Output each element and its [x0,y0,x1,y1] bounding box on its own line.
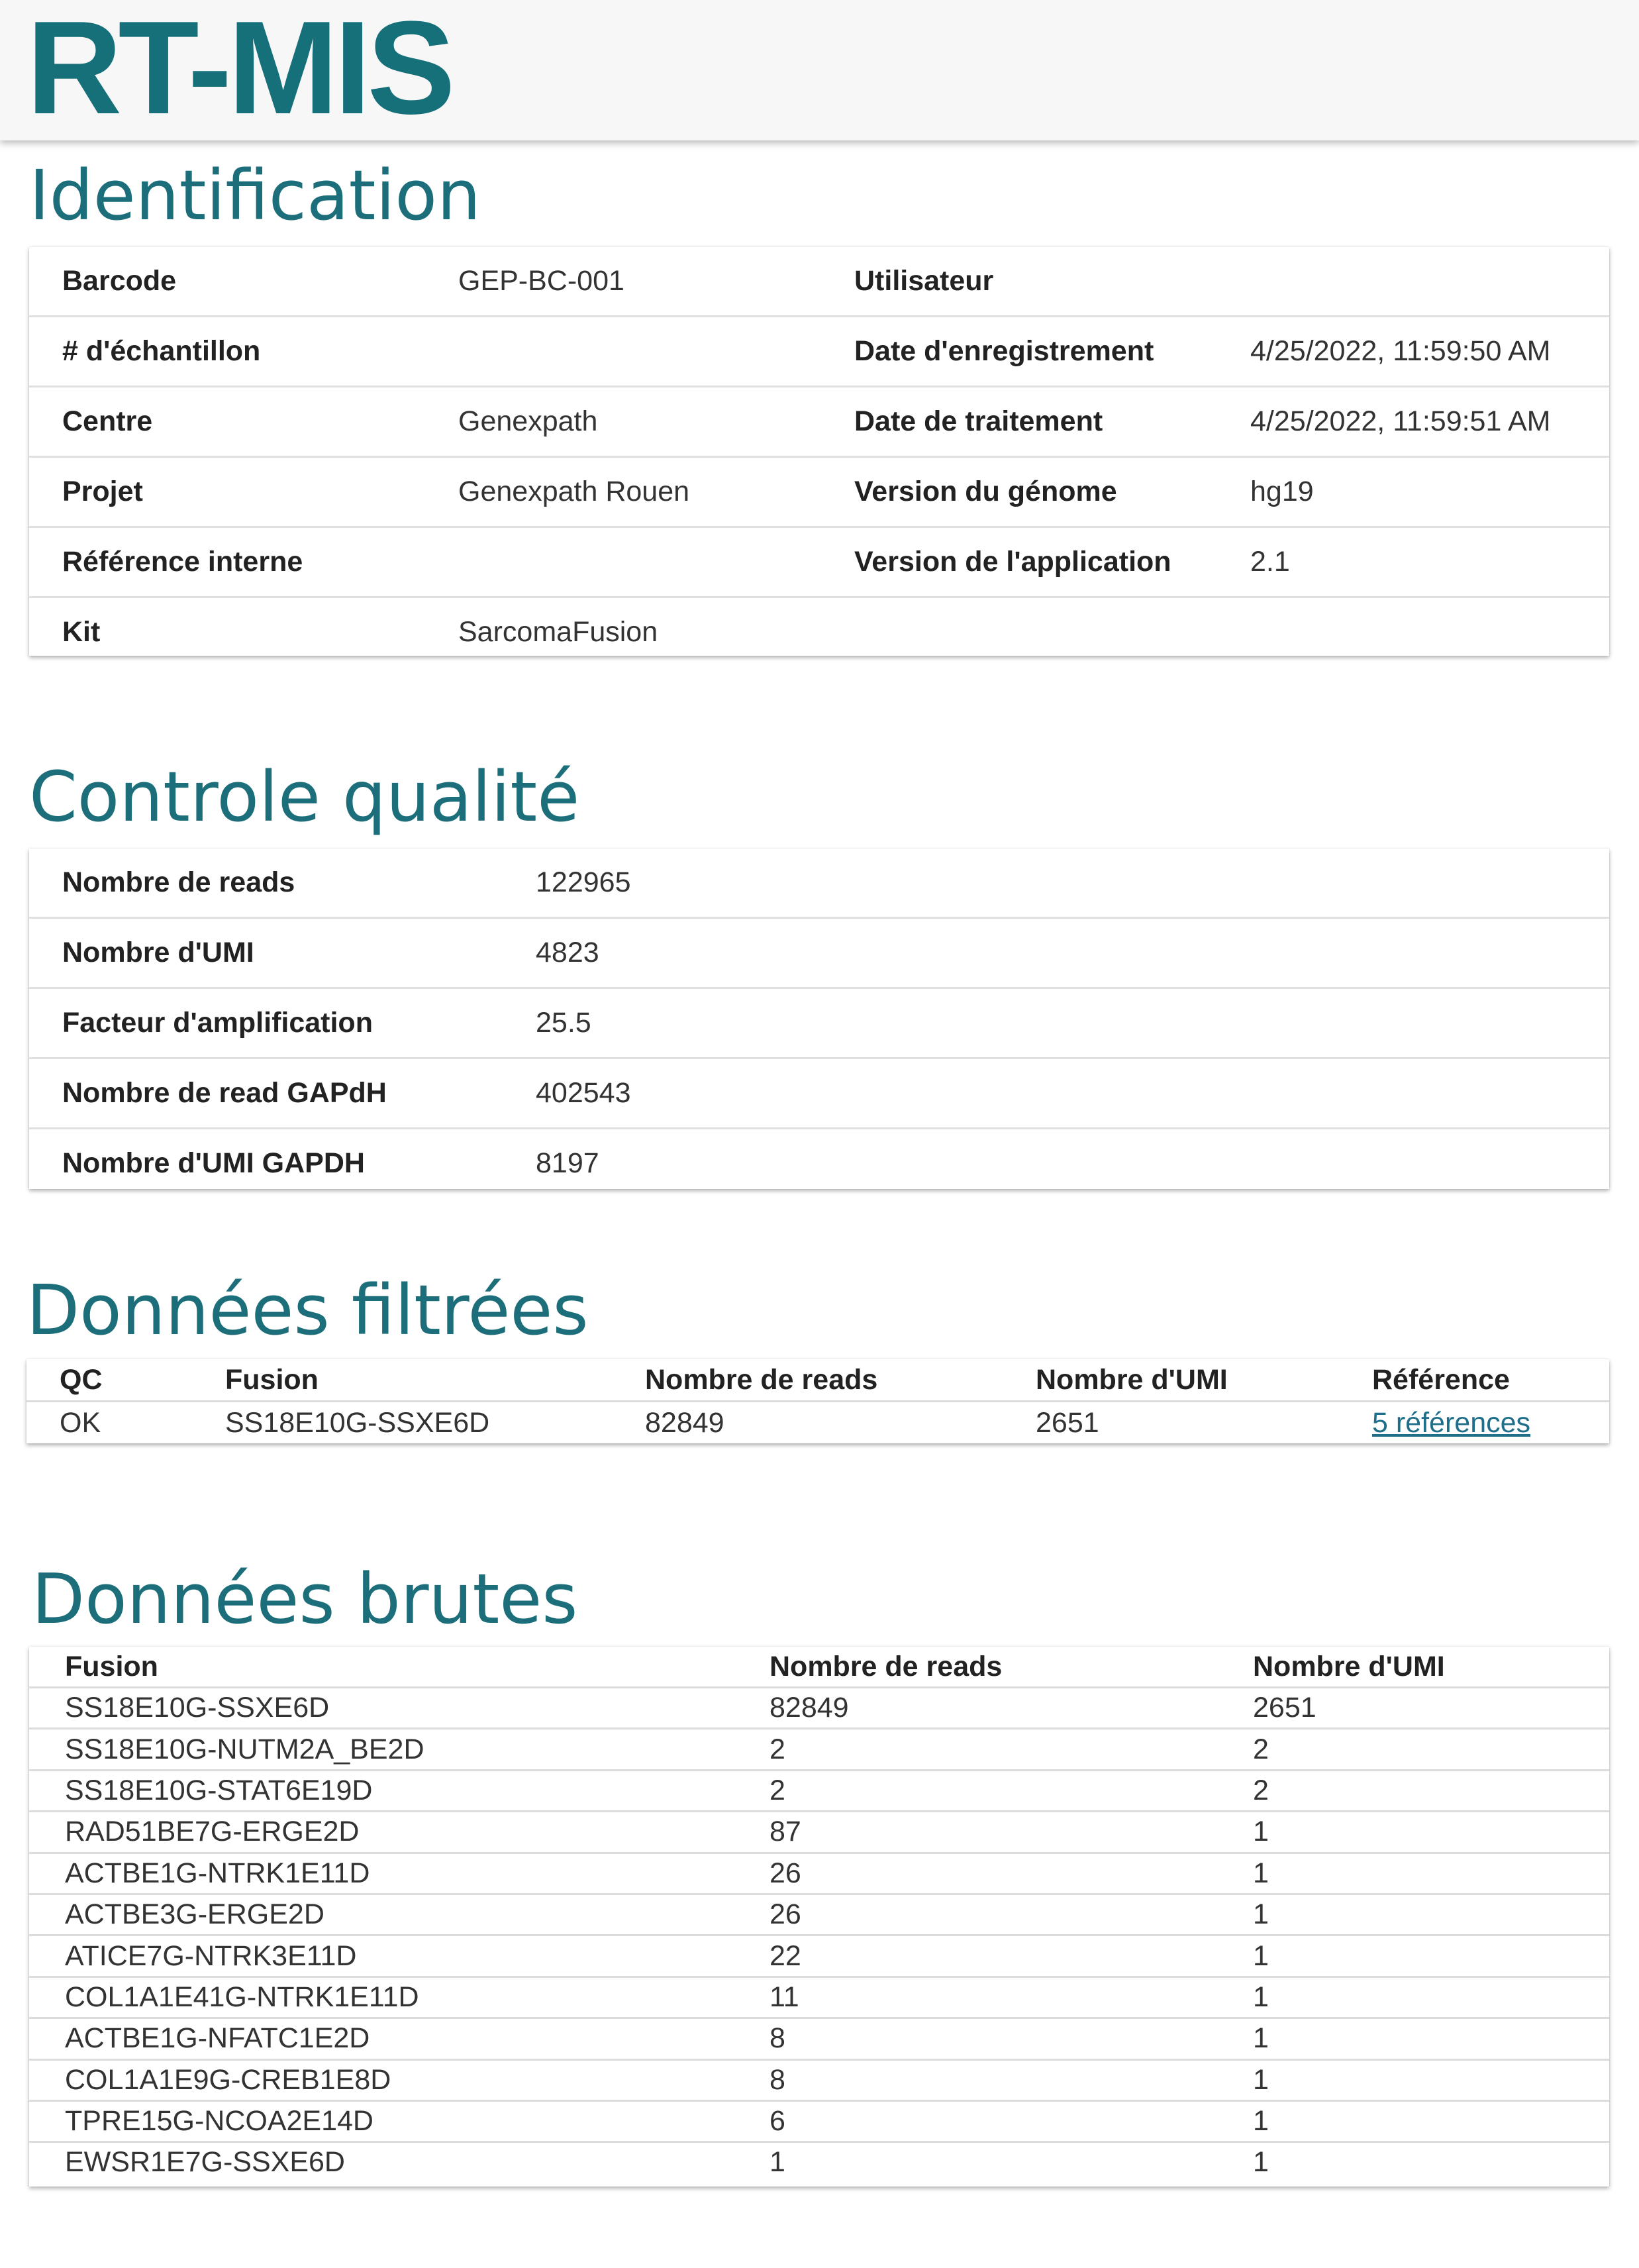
table-row [29,1853,1609,1894]
quality-row [29,1058,1609,1129]
filtered-card [26,1359,1609,1443]
filtered-title: Données filtrées [26,1270,589,1351]
quality-row [29,988,1609,1058]
quality-row [29,918,1609,988]
reads-cell: 8 [743,2018,1226,2059]
umi-cell: 1 [1226,2059,1609,2100]
col-reads: Nombre de reads [770,1650,1003,1682]
field-label: Date d'enregistrement [821,317,1217,387]
reads-cell: 26 [743,1853,1226,1894]
umi-cell: 1 [1226,1894,1609,1935]
col-fusion: Fusion [65,1650,158,1682]
field-label: Centre [29,387,425,457]
reads-cell: 11 [743,1977,1226,2018]
filtered-table [26,1359,1609,1443]
field-value: 4/25/2022, 11:59:50 AM [1217,317,1609,387]
umi-cell: 2651 [1226,1688,1609,1729]
quality-table [29,849,1609,1198]
umi-cell: 1 [1226,2100,1609,2141]
reads-cell: 82849 [619,1402,1009,1444]
quality-title: Controle qualité [29,756,580,837]
umi-cell: 1 [1226,2142,1609,2183]
fusion-cell: SS18E10G-NUTM2A_BE2D [29,1729,743,1770]
field-value [1217,247,1609,317]
reads-cell: 2 [743,1729,1226,1770]
identification-row [29,317,1609,387]
metric-value: 25.5 [503,988,1609,1058]
field-label: Barcode [62,265,177,297]
qc-cell: OK [26,1402,199,1444]
app-logo: RT-MIS [26,0,452,142]
table-row [29,1729,1609,1770]
metric-value: 122965 [536,866,631,898]
metric-value: 8197 [503,1129,1609,1198]
umi-cell: 1 [1226,1812,1609,1853]
field-label: Version du génome [821,457,1217,527]
reads-cell: 26 [743,1894,1226,1935]
metric-value: 4823 [503,918,1609,988]
umi-cell: 2 [1226,1729,1609,1770]
fusion-cell: ACTBE1G-NFATC1E2D [29,2018,743,2059]
raw-card [29,1647,1609,2187]
identification-row [29,527,1609,597]
field-value: hg19 [1217,457,1609,527]
field-value: 4/25/2022, 11:59:51 AM [1217,387,1609,457]
field-label [821,597,1217,667]
quality-row [29,849,1609,918]
fusion-cell: SS18E10G-SSXE6D [199,1402,619,1444]
metric-label: Nombre de reads [62,866,295,898]
field-value: Genexpath [425,387,821,457]
identification-row [29,597,1609,667]
quality-card [29,849,1609,1189]
table-row [29,2018,1609,2059]
field-value: SarcomaFusion [425,597,821,667]
col-reference: Référence [1372,1363,1510,1396]
fusion-cell: ATICE7G-NTRK3E11D [29,1935,743,1977]
reads-cell: 22 [743,1935,1226,1977]
references-link[interactable]: 5 références [1372,1406,1531,1439]
field-value [425,317,821,387]
field-value: Genexpath Rouen [425,457,821,527]
raw-header-row [29,1647,1609,1688]
table-row [29,2100,1609,2141]
table-row [29,1688,1609,1729]
fusion-cell: COL1A1E9G-CREB1E8D [29,2059,743,2100]
fusion-cell: EWSR1E7G-SSXE6D [29,2142,743,2183]
col-umi: Nombre d'UMI [1036,1363,1228,1396]
fusion-cell: COL1A1E41G-NTRK1E11D [29,1977,743,2018]
metric-value: 402543 [503,1058,1609,1129]
umi-cell: 1 [1226,2018,1609,2059]
table-row [29,1894,1609,1935]
field-label: Projet [29,457,425,527]
table-row [26,1402,1609,1444]
raw-table [29,1647,1609,2183]
fusion-cell: ACTBE1G-NTRK1E11D [29,1853,743,1894]
filtered-header-row [26,1359,1609,1402]
field-label: Kit [29,597,425,667]
raw-title: Données brutes [32,1559,578,1639]
fusion-cell: SS18E10G-SSXE6D [29,1688,743,1729]
identification-table [29,247,1609,666]
col-reads: Nombre de reads [645,1363,878,1396]
metric-label: Facteur d'amplification [29,988,503,1058]
metric-label: Nombre d'UMI [29,918,503,988]
field-value: 2.1 [1217,527,1609,597]
field-label: Version de l'application [821,527,1217,597]
reads-cell: 8 [743,2059,1226,2100]
reads-cell: 6 [743,2100,1226,2141]
field-label: Utilisateur [854,265,994,297]
umi-cell: 1 [1226,1935,1609,1977]
identification-row [29,387,1609,457]
field-value [425,527,821,597]
umi-cell: 1 [1226,1853,1609,1894]
table-row [29,2142,1609,2183]
identification-row [29,457,1609,527]
identification-card [29,247,1609,656]
col-qc: QC [60,1363,103,1396]
field-label: # d'échantillon [29,317,425,387]
metric-label: Nombre d'UMI GAPDH [29,1129,503,1198]
field-label: Date de traitement [821,387,1217,457]
table-row [29,1812,1609,1853]
umi-cell: 1 [1226,1977,1609,2018]
table-row [29,2059,1609,2100]
umi-cell: 2651 [1009,1402,1346,1444]
app-header [0,0,1639,140]
table-row [29,1770,1609,1811]
fusion-cell: ACTBE3G-ERGE2D [29,1894,743,1935]
table-row [29,1935,1609,1977]
reads-cell: 2 [743,1770,1226,1811]
field-value [1217,597,1609,667]
metric-label: Nombre de read GAPdH [29,1058,503,1129]
reads-cell: 1 [743,2142,1226,2183]
fusion-cell: SS18E10G-STAT6E19D [29,1770,743,1811]
col-umi: Nombre d'UMI [1253,1650,1445,1682]
col-fusion: Fusion [225,1363,319,1396]
umi-cell: 2 [1226,1770,1609,1811]
identification-row [29,247,1609,317]
identification-title: Identification [29,155,481,236]
fusion-cell: RAD51BE7G-ERGE2D [29,1812,743,1853]
reads-cell: 87 [743,1812,1226,1853]
field-label: Référence interne [29,527,425,597]
table-row [29,1977,1609,2018]
quality-row [29,1129,1609,1198]
fusion-cell: TPRE15G-NCOA2E14D [29,2100,743,2141]
field-value: GEP-BC-001 [458,265,624,297]
reference-cell [1346,1402,1609,1444]
reads-cell: 82849 [743,1688,1226,1729]
